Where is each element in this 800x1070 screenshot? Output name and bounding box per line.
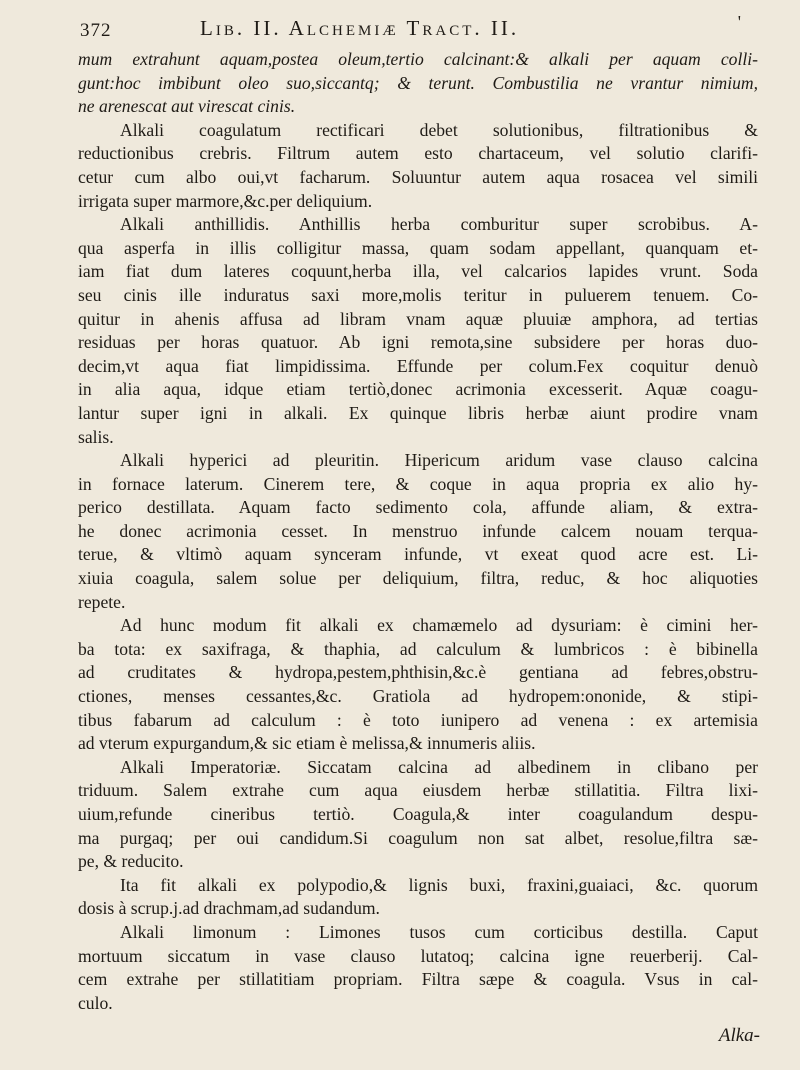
text-line: ne arenescat aut virescat cinis. — [78, 96, 296, 117]
text-line: culo. — [78, 992, 113, 1013]
text-line: repete. — [78, 591, 126, 612]
text-line: triduum. Salem extrahe cum aqua eiusdem herbæ stillatitia. Filtra lixi- — [78, 780, 758, 801]
text-line: Alkali limonum : Limones tusos cum corticibus destilla. Caput — [120, 921, 758, 942]
text-line: gunt:hoc imbibunt oleo suo,siccantq; & terunt. Combustilia ne vrantur nimium, — [78, 72, 758, 93]
text-line: irrigata super marmore,&c.per deliquium. — [78, 190, 373, 211]
text-line: Alkali Imperatoriæ. Siccatam calcina ad albedinem in clibano per — [120, 756, 758, 777]
text-line: quitur in ahenis affusa ad libram vnam aquæ pluuiæ amphora, ad tertias — [78, 308, 758, 329]
text-line: reductionibus crebris. Filtrum autem esto chartaceum, vel solutio clarifi- — [78, 143, 758, 164]
page-number: 372 — [80, 20, 112, 41]
catchword: Alka- — [718, 1025, 760, 1046]
text-line: terue, & vltimò aquam synceram infunde, vt exeat quod acre est. Li- — [78, 544, 758, 565]
text-line: salis. — [78, 426, 114, 447]
text-line: ma purgaq; per oui candidum.Si coagulum non sat albet, resolue,filtra sæ- — [78, 827, 758, 848]
text-line: Ita fit alkali ex polypodio,& lignis buxi, fraxini,guaiaci, &c. quorum — [120, 874, 758, 895]
text-line: ad vterum expurgandum,& sic etiam è melissa,& innumeris aliis. — [78, 733, 536, 754]
text-line: iam fiat dum lateres coquunt,herba illa, vel calcarios lapides vrunt. Soda — [78, 261, 758, 282]
text-line: dosis à scrup.j.ad drachmam,ad sudandum. — [78, 898, 380, 919]
running-header — [70, 12, 760, 48]
text-line: Alkali anthillidis. Anthillis herba comburitur super scrobibus. A- — [120, 214, 758, 235]
text-line: ba tota: ex saxifraga, & thaphia, ad calculum & lumbricos : è bibinella — [78, 638, 758, 659]
text-line: Ad hunc modum fit alkali ex chamæmelo ad dysuriam: è cimini her- — [120, 615, 758, 636]
header-mark: ' — [737, 12, 742, 32]
text-line: he donec acrimonia cesset. In menstruo infunde calcem nouam terqua- — [78, 520, 758, 541]
text-line: pe, & reducito. — [78, 851, 184, 872]
text-line: ctiones, menses cessantes,&c. Gratiola ad hydropem:ononide, & stipi- — [78, 686, 758, 707]
text-line: Alkali coagulatum rectificari debet solutionibus, filtrationibus & — [120, 119, 758, 140]
text-line: xiuia coagula, salem solue per deliquium, filtra, reduc, & hoc aliquoties — [78, 568, 758, 589]
text-line: residuas per horas quatuor. Ab igni remota,sine subsidere per horas duo- — [78, 332, 758, 353]
text-line: uium,refunde cineribus tertiò. Coagula,& inter coagulandum despu- — [78, 804, 758, 824]
text-line: in fornace laterum. Cinerem tere, & coque in aqua propria ex alio hy- — [78, 473, 758, 494]
text-line: cem extrahe per stillatitiam propriam. Filtra sæpe & coagula. Vsus in cal- — [78, 969, 758, 990]
text-line: ad cruditates & hydropa,pestem,phthisin,&c.è gentiana ad febres,obstru- — [78, 662, 758, 683]
text-line: Alkali hyperici ad pleuritin. Hipericum aridum vase clauso calcina — [120, 450, 758, 471]
text-line: cetur cum albo oui,vt facharum. Soluuntur autem aqua rosacea vel simili — [78, 166, 758, 187]
running-title: Lib. II. Alchemiæ Tract. II. — [200, 16, 520, 40]
body-text — [78, 48, 758, 1015]
text-line: lantur super igni in alkali. Ex quinque libris herbæ aiunt prodire vnam — [78, 402, 758, 423]
text-line: mum extrahunt aquam,postea oleum,tertio calcinant:& alkali per aquam colli- — [78, 49, 758, 69]
text-line: qua asperfa in illis colligitur massa, quam sodam appellant, quanquam et- — [78, 237, 758, 258]
text-line: tibus fabarum ad calculum : è toto iunipero ad venena : ex artemisia — [78, 709, 758, 730]
text-line: perico destillata. Aquam facto sedimento cola, affunde aliam, & extra- — [78, 497, 758, 518]
text-line: in alia aqua, idque etiam tertiò,donec acrimonia excesserit. Aquæ coagu- — [78, 379, 758, 400]
text-line: seu cinis ille induratus saxi more,molis teritur in puluerem tenuem. Co- — [78, 284, 758, 305]
text-line: decim,vt aqua fiat limpidissima. Effunde per colum.Fex coquitur denuò — [78, 355, 758, 376]
text-line: mortuum siccatum in vase clauso lutatoq; calcina igne reuerberij. Cal- — [78, 945, 758, 966]
